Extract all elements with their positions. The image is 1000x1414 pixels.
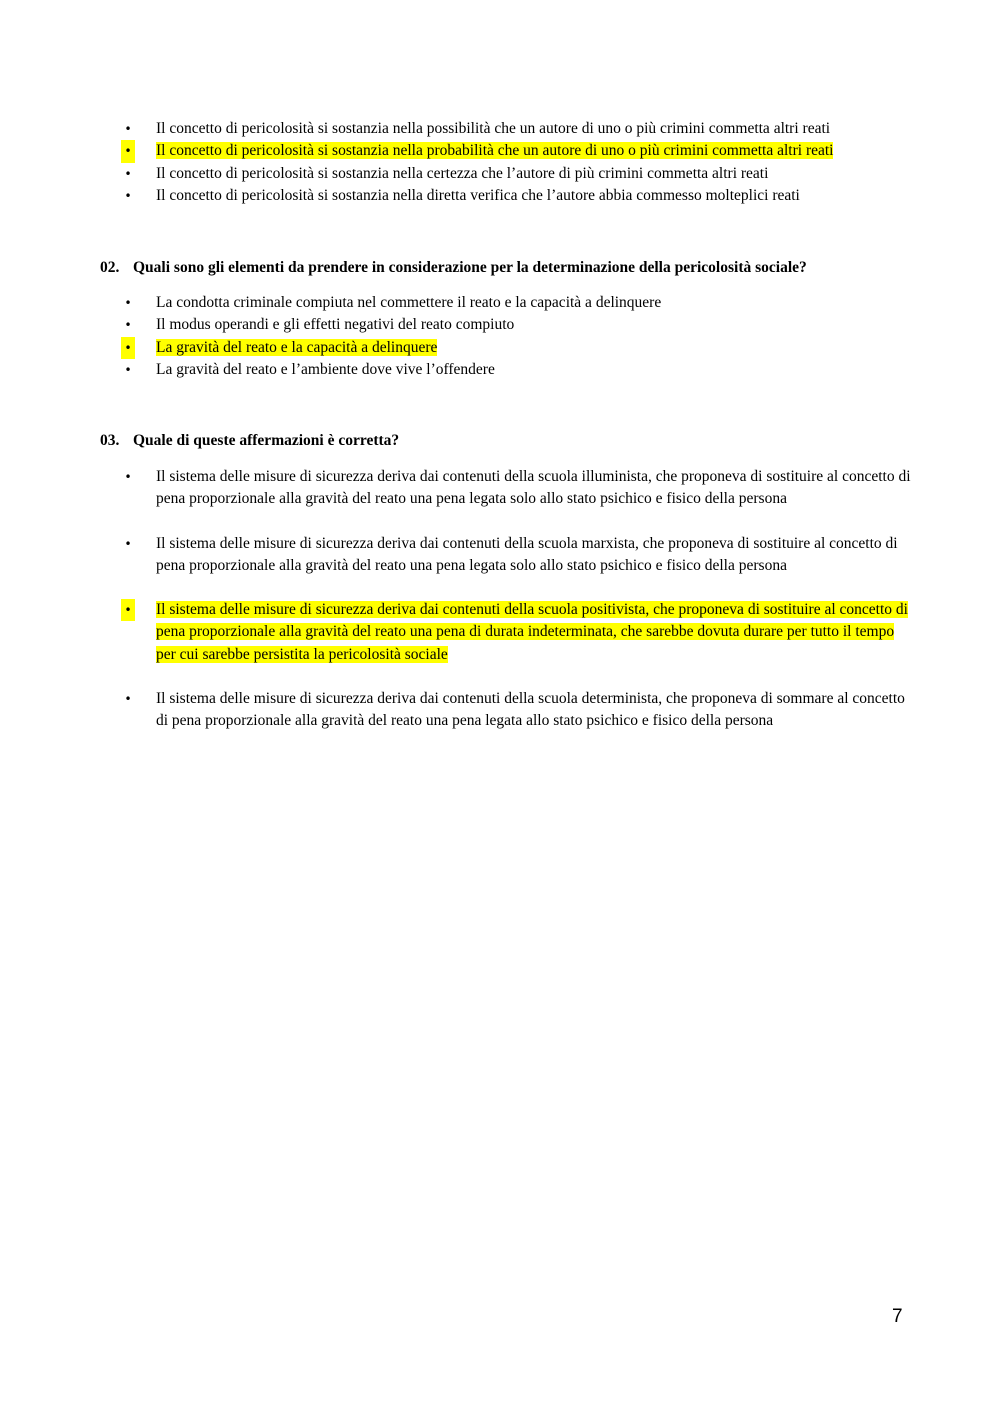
option-text: La gravità del reato e l’ambiente dove vive l’offendere: [156, 360, 495, 378]
question-number: 02.: [100, 259, 120, 276]
option-text: Il concetto di pericolosità si sostanzia nella diretta verifica che l’autore abbia commesso molteplici reati: [156, 186, 800, 204]
option-text: Il sistema delle misure di sicurezza deriva dai contenuti della scuola determinista, che proponeva di sommare al concetto di pena proporzionale alla gravità del reato una pena legata allo stato psichico e fisico della persona: [156, 690, 905, 730]
q1-options-list: [0, 118, 1000, 207]
option-text-highlighted: Il concetto di pericolosità si sostanzia nella probabilità che un autore di uno o più crimini commetta altri reati: [156, 142, 834, 160]
bullet-icon: •: [121, 337, 135, 359]
question-text: Quale di queste affermazioni è corretta?: [133, 432, 400, 449]
bullet-icon: •: [124, 536, 132, 551]
bullet-icon: •: [124, 362, 132, 377]
q3-option-3: [0, 599, 916, 666]
option-text-highlighted: La gravità del reato e la capacità a delinquere: [156, 338, 438, 356]
question-number: 03.: [100, 432, 120, 449]
option-text: Il sistema delle misure di sicurezza deriva dai contenuti della scuola illuminista, che proponeva di sostituire al concetto di pena proporzionale alla gravità del reato una pena legata solo allo stato psichico e fisico della persona: [156, 468, 911, 508]
q1-option-3: [0, 163, 916, 185]
q1-option-1: [0, 118, 916, 140]
q2-option-2: [0, 314, 916, 336]
bullet-icon: •: [124, 188, 132, 203]
q2-option-4: [0, 359, 916, 381]
q2-option-3: [0, 337, 916, 359]
bullet-icon: •: [124, 122, 132, 136]
q3-option-2: [0, 533, 916, 578]
bullet-icon: •: [124, 296, 132, 310]
q3-option-4: [0, 688, 916, 733]
page-number: 7: [892, 1306, 903, 1327]
bullet-icon: •: [121, 140, 135, 162]
q1-option-2: [0, 140, 916, 162]
q2-option-1: [0, 292, 916, 314]
option-text: Il modus operandi e gli effetti negativi del reato compiuto: [156, 316, 515, 334]
question-02: [100, 257, 807, 279]
option-text: Il concetto di pericolosità si sostanzia nella certezza che l’autore di più crimini commetta altri reati: [156, 164, 769, 182]
bullet-icon: •: [124, 318, 132, 333]
q3-option-1: [0, 466, 916, 511]
option-text: Il concetto di pericolosità si sostanzia nella possibilità che un autore di uno o più crimini commetta altri reati: [156, 120, 831, 137]
q3-options-list: [0, 466, 1000, 733]
bullet-icon: •: [124, 470, 132, 484]
option-text-highlighted: Il sistema delle misure di sicurezza deriva dai contenuti della scuola positivista, che proponeva di sostituire al concetto di pena proporzionale alla gravità del reato una pena di durata indeterminata, che sarebbe dovuta durare per tutto il tempo per cui sarebbe persistita la pericolosità sociale: [156, 601, 908, 663]
option-text: La condotta criminale compiuta nel commettere il reato e la capacità a delinquere: [156, 294, 662, 311]
option-text: Il sistema delle misure di sicurezza deriva dai contenuti della scuola marxista, che proponeva di sostituire al concetto di pena proporzionale alla gravità del reato una pena legata solo allo stato psichico e fisico della persona: [156, 534, 898, 574]
question-text: Quali sono gli elementi da prendere in considerazione per la determinazione della pericolosità sociale?: [133, 259, 807, 276]
bullet-icon: •: [124, 166, 132, 181]
bullet-icon: •: [121, 599, 135, 621]
question-03: [100, 430, 399, 452]
bullet-icon: •: [124, 692, 132, 707]
q1-option-4: [0, 185, 916, 207]
q2-options-list: [0, 292, 1000, 381]
